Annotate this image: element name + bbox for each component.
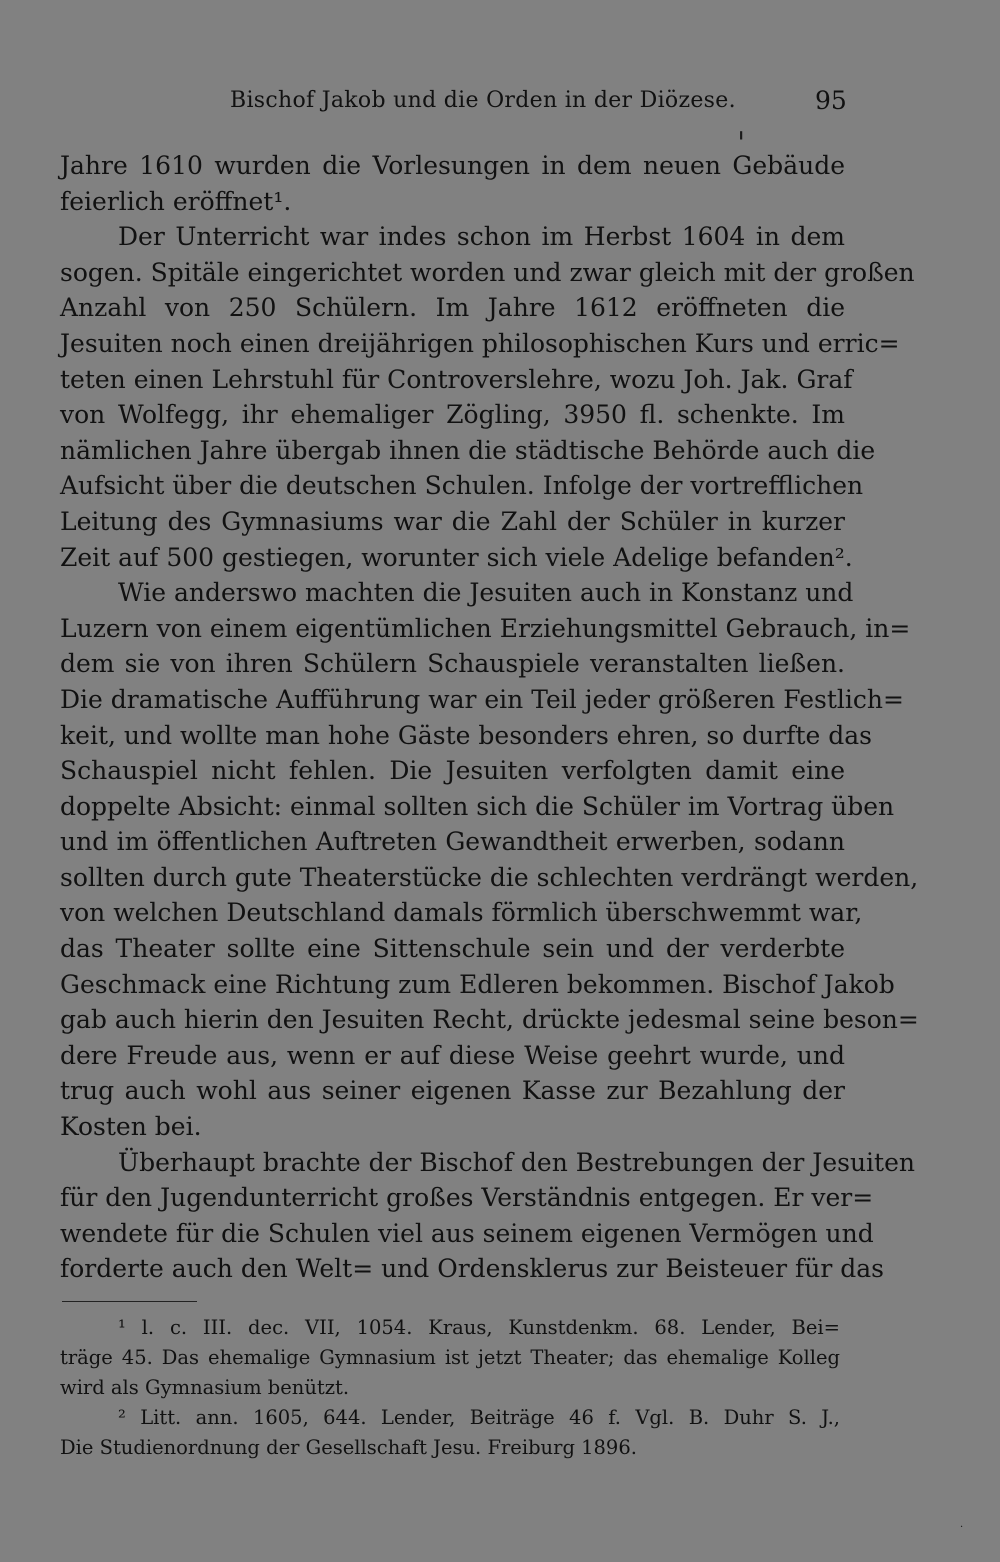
text-line: das Theater sollte eine Sittenschule sein und der verderbte xyxy=(60,934,845,964)
text-line: Anzahl von 250 Schülern. Im Jahre 1612 eröffneten die xyxy=(60,293,845,323)
text-line: Überhaupt brachte der Bischof den Bestrebungen der Jesuiten xyxy=(118,1147,915,1177)
footnote-line: ¹ l. c. III. dec. VII, 1054. Kraus, Kunstdenkm. 68. Lender, Bei= xyxy=(118,1316,840,1339)
text-line: von welchen Deutschland damals förmlich überschwemmt war, xyxy=(60,898,863,928)
text-line: von Wolfegg, ihr ehemaliger Zögling, 3950 fl. schenkte. Im xyxy=(60,400,845,430)
text-line: Jesuiten noch einen dreijährigen philosophischen Kurs und erric= xyxy=(60,328,900,358)
text-line: Zeit auf 500 gestiegen, worunter sich viele Adelige befanden². xyxy=(60,542,853,572)
text-line: Wie anderswo machten die Jesuiten auch in Konstanz und xyxy=(118,578,854,608)
text-line: sollten durch gute Theaterstücke die schlechten verdrängt werden, xyxy=(60,862,919,892)
footnote-separator xyxy=(62,1301,197,1302)
print-speck: ╻ xyxy=(737,124,746,140)
text-line: Schauspiel nicht fehlen. Die Jesuiten verfolgten damit eine xyxy=(60,756,845,786)
page-number: 95 xyxy=(815,86,847,115)
footnote-line: Die Studienordnung der Gesellschaft Jesu. Freiburg 1896. xyxy=(60,1436,637,1459)
text-line: doppelte Absicht: einmal sollten sich die Schüler im Vortrag üben xyxy=(60,791,895,821)
text-line: Die dramatische Aufführung war ein Teil jeder größeren Festlich= xyxy=(60,684,904,714)
text-line: Kosten bei. xyxy=(60,1112,202,1142)
text-line: feierlich eröffnet¹. xyxy=(60,186,292,216)
text-line: Aufsicht über die deutschen Schulen. Infolge der vortrefflichen xyxy=(60,471,864,501)
footnote-line: ² Litt. ann. 1605, 644. Lender, Beiträge 46 f. Vgl. B. Duhr S. J., xyxy=(118,1406,840,1429)
running-title: Bischof Jakob und die Orden in der Diözese. xyxy=(230,88,736,113)
text-line: und im öffentlichen Auftreten Gewandtheit erwerben, sodann xyxy=(60,827,845,857)
footnote-line: wird als Gymnasium benützt. xyxy=(60,1376,350,1399)
text-line: Jahre 1610 wurden die Vorlesungen in dem neuen Gebäude xyxy=(60,151,845,180)
text-line: forderte auch den Welt= und Ordensklerus zur Beisteuer für das xyxy=(60,1254,884,1284)
footnote-line: träge 45. Das ehemalige Gymnasium ist jetzt Theater; das ehemalige Kolleg xyxy=(60,1346,840,1369)
text-line: Der Unterricht war indes schon im Herbst 1604 in dem xyxy=(118,222,845,252)
text-line: nämlichen Jahre übergab ihnen die städtische Behörde auch die xyxy=(60,435,876,465)
text-line: Luzern von einem eigentümlichen Erziehungsmittel Gebrauch, in= xyxy=(60,613,911,643)
text-line: für den Jugendunterricht großes Verständnis entgegen. Er ver= xyxy=(60,1183,874,1213)
text-line: Leitung des Gymnasiums war die Zahl der Schüler in kurzer xyxy=(60,506,845,536)
text-line: teten einen Lehrstuhl für Controverslehre, wozu Joh. Jak. Graf xyxy=(60,364,853,394)
text-line: sogen. Spitäle eingerichtet worden und zwar gleich mit der großen xyxy=(60,257,915,287)
text-line: Geschmack eine Richtung zum Edleren bekommen. Bischof Jakob xyxy=(60,969,895,999)
text-line: wendete für die Schulen viel aus seinem eigenen Vermögen und xyxy=(60,1218,874,1248)
text-line: dem sie von ihren Schülern Schauspiele veranstalten ließen. xyxy=(60,649,845,679)
text-line: keit, und wollte man hohe Gäste besonders ehren, so durfte das xyxy=(60,720,873,750)
scan-speck: · xyxy=(960,1522,964,1533)
text-line: dere Freude aus, wenn er auf diese Weise geehrt wurde, und xyxy=(60,1040,845,1070)
text-line: trug auch wohl aus seiner eigenen Kasse zur Bezahlung der xyxy=(60,1076,845,1106)
footnotes xyxy=(60,1313,840,1463)
body-text xyxy=(60,148,919,1287)
text-line: gab auch hierin den Jesuiten Recht, drückte jedesmal seine beson= xyxy=(60,1005,919,1035)
